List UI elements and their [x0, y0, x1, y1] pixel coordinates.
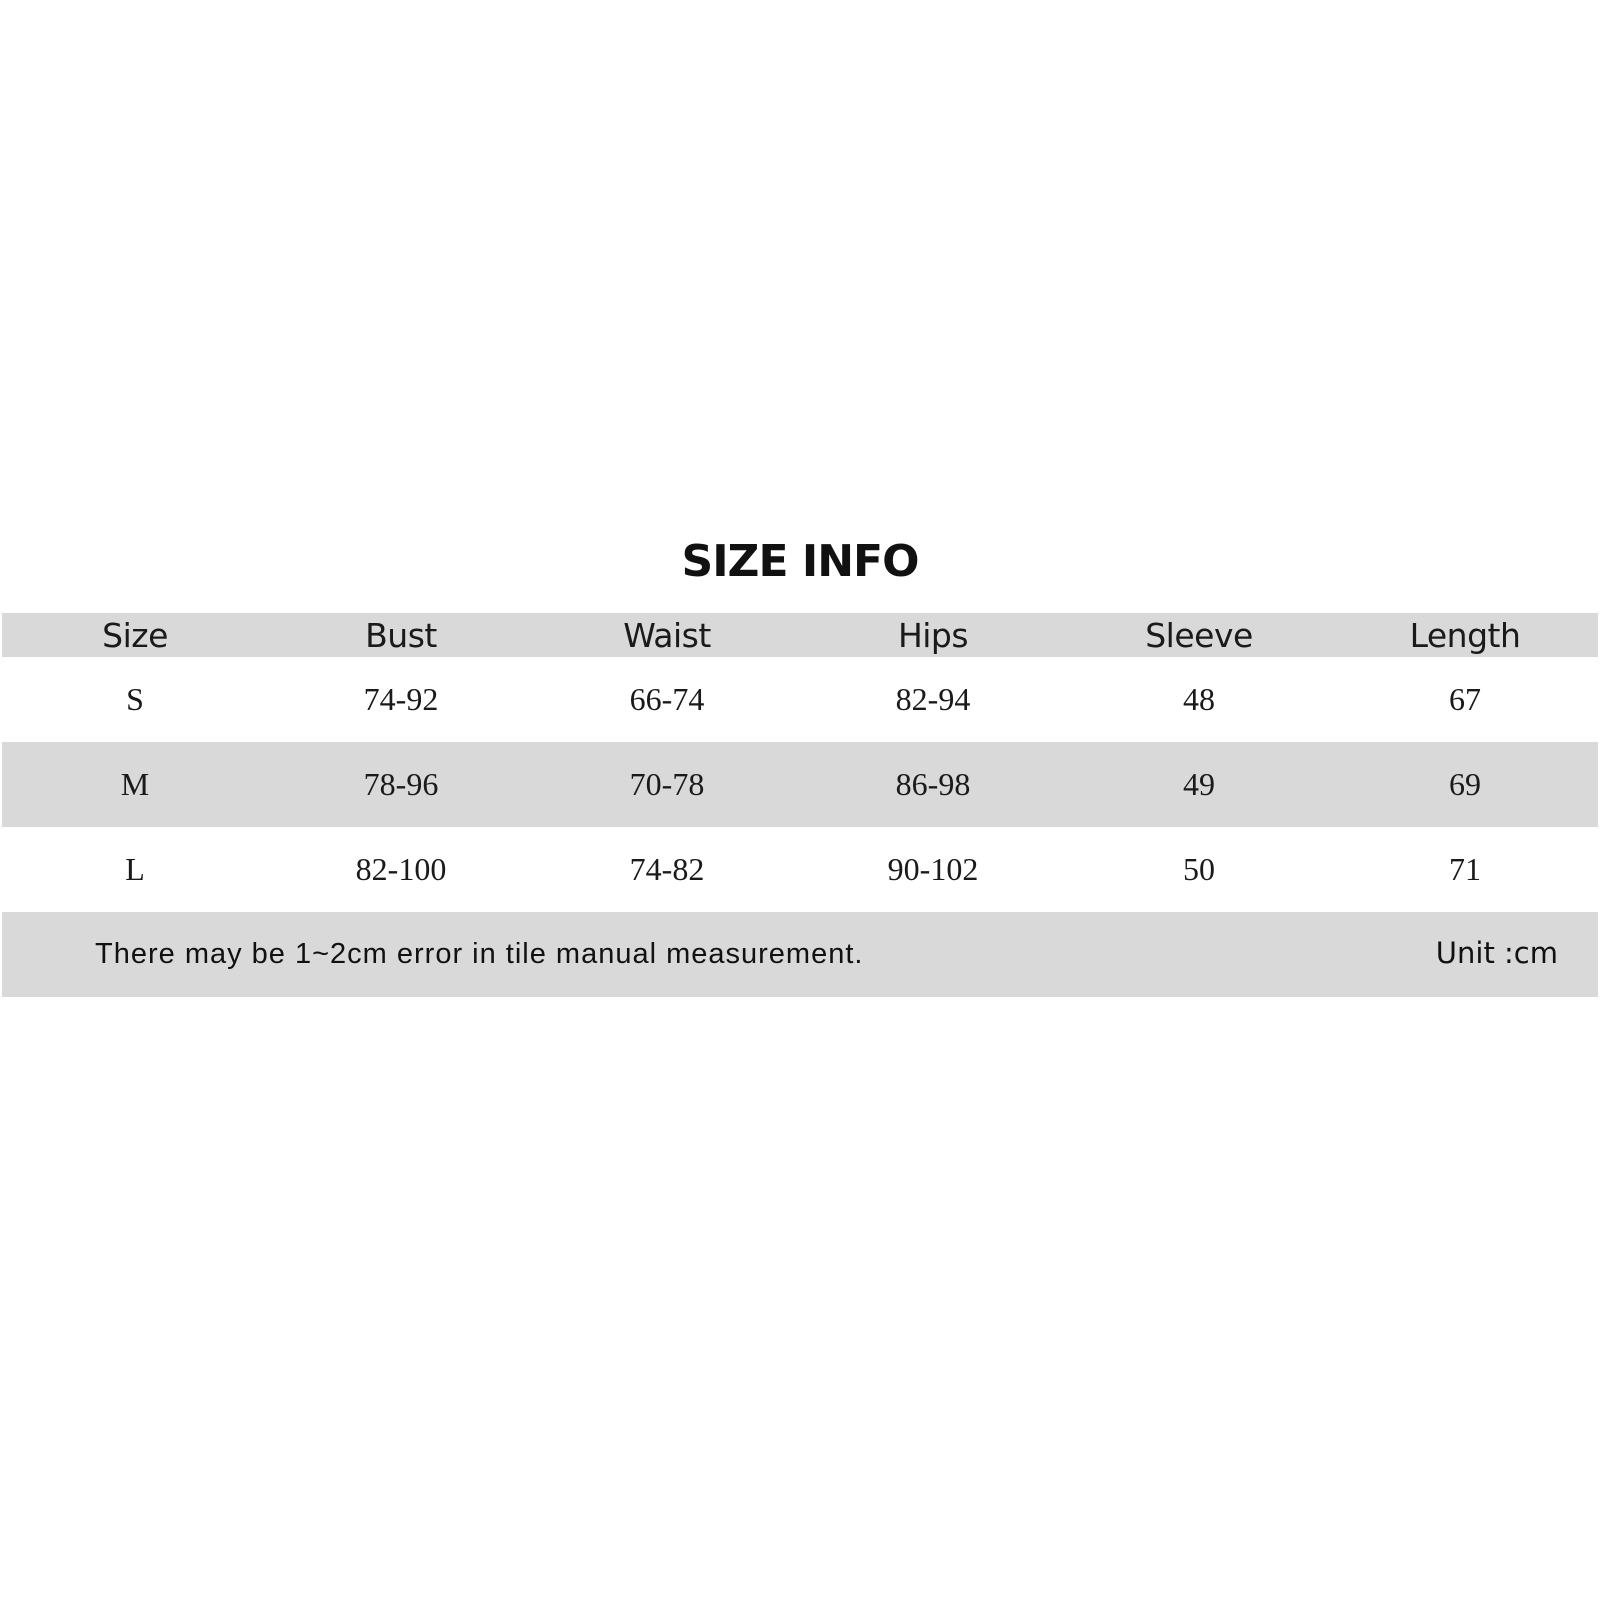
header-waist: Waist — [623, 615, 711, 655]
table-cell: 74-92 — [363, 681, 439, 717]
table-row-m — [2, 742, 1598, 827]
table-cell: 70-78 — [629, 766, 705, 802]
size-info-title: SIZE INFO — [681, 536, 919, 587]
unit-label: Unit :cm — [1435, 936, 1558, 970]
table-cell: 74-82 — [629, 851, 705, 887]
table-cell: S — [126, 681, 144, 717]
header-bust: Bust — [365, 615, 437, 655]
table-cell: 82-100 — [355, 851, 447, 887]
header-size: Size — [102, 615, 168, 655]
header-sleeve: Sleeve — [1145, 615, 1253, 655]
table-header-row — [2, 613, 1598, 657]
table-cell: L — [125, 851, 145, 887]
table-cell: 50 — [1183, 851, 1215, 887]
table-cell: 67 — [1449, 681, 1481, 717]
table-row-l — [2, 827, 1598, 912]
table-row-s — [2, 657, 1598, 742]
table-cell: 66-74 — [629, 681, 705, 717]
table-cell: 86-98 — [895, 766, 971, 802]
table-cell: 78-96 — [363, 766, 439, 802]
table-cell: M — [120, 766, 150, 802]
table-cell: 48 — [1183, 681, 1215, 717]
table-cell: 49 — [1183, 766, 1215, 802]
measurement-note: There may be 1~2cm error in tile manual measurement. — [95, 938, 864, 970]
table-footer — [2, 912, 1598, 997]
table-cell: 69 — [1449, 766, 1481, 802]
header-length: Length — [1409, 615, 1521, 655]
table-cell: 90-102 — [887, 851, 979, 887]
table-cell: 71 — [1449, 851, 1481, 887]
header-hips: Hips — [897, 615, 969, 655]
table-cell: 82-94 — [895, 681, 971, 717]
size-table — [2, 613, 1598, 912]
